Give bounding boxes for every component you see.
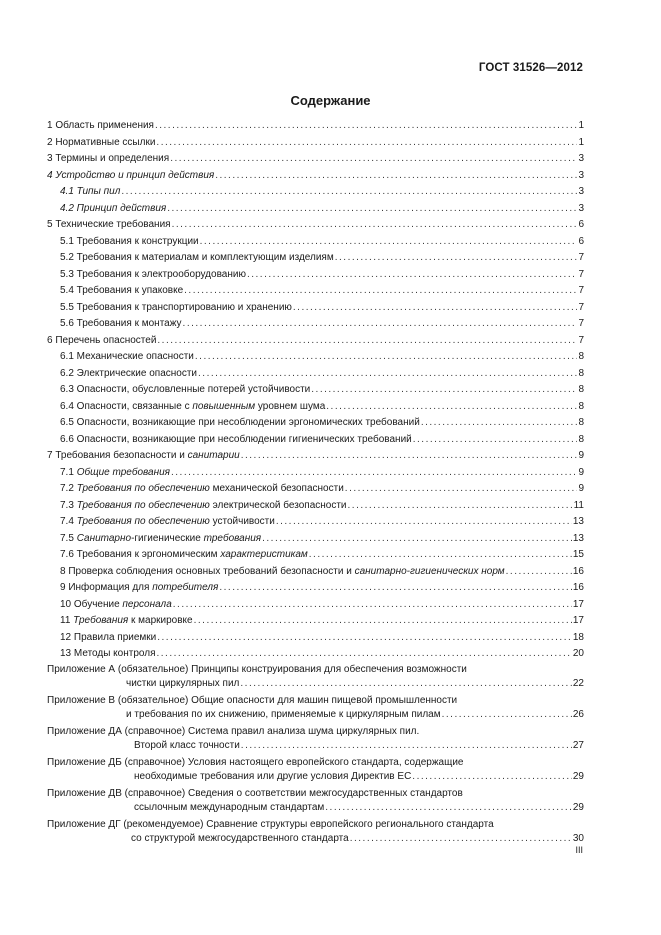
toc-entry-title: 3 Термины и определения xyxy=(47,153,170,164)
toc-entry[interactable] xyxy=(47,481,584,498)
dot-leader xyxy=(335,250,578,267)
dot-leader xyxy=(240,677,571,692)
toc-entry-page: 7 xyxy=(578,334,584,346)
toc-entry[interactable] xyxy=(47,201,584,218)
toc-entry-title: 7.1 Общие требования xyxy=(60,466,170,478)
appendix-title-cont: ссылочным международным стандартам xyxy=(134,802,325,813)
toc-entry-title: 5.2 Требования к материалам и комплектующим изделиям xyxy=(60,252,334,263)
toc-entry[interactable] xyxy=(47,168,584,185)
toc-entry-title: 6.1 Механические опасности xyxy=(60,351,194,362)
toc-entry[interactable] xyxy=(47,465,584,482)
toc-entry-title: 13 Методы контроля xyxy=(60,648,156,659)
toc-entry-title: 12 Правила приемки xyxy=(60,631,157,643)
dot-leader xyxy=(309,547,572,564)
appendix-title: Приложение А (обязательное) Принципы конструирования для обеспечения возможности xyxy=(47,663,467,675)
toc-entry-title: 10 Обучение персонала xyxy=(60,598,172,610)
toc-entry[interactable] xyxy=(47,300,584,317)
toc-entry-page: 11 xyxy=(573,499,584,511)
toc-entry[interactable] xyxy=(47,333,584,350)
document-code: ГОСТ 31526—2012 xyxy=(478,62,583,74)
toc-entry-page: 1 xyxy=(578,120,584,131)
toc-entry-title: 5.3 Требования к электрооборудованию xyxy=(60,268,246,280)
toc-entry-page: 7 xyxy=(578,318,584,329)
toc-entry[interactable] xyxy=(47,349,584,366)
toc-entry-title: 7.3 Требования по обеспечению электрической безопасности xyxy=(60,499,347,511)
toc-entry-title: 7 Требования безопасности и санитарии xyxy=(47,450,240,461)
toc-entry[interactable] xyxy=(47,597,584,614)
toc-entry-title: 6.6 Опасности, возникающие при несоблюдении гигиенических требований xyxy=(60,433,412,445)
toc-entry-title: 5 Технические требования xyxy=(47,219,171,230)
dot-leader xyxy=(293,300,578,317)
toc-appendix[interactable] xyxy=(47,787,584,816)
dot-leader xyxy=(442,708,572,723)
table-of-contents xyxy=(47,118,584,849)
toc-entry-title: 7.2 Требования по обеспечению механической безопасности xyxy=(60,483,344,494)
toc-entry[interactable] xyxy=(47,646,584,663)
toc-entries xyxy=(47,118,584,663)
toc-entry[interactable] xyxy=(47,415,584,432)
toc-entry[interactable] xyxy=(47,234,584,251)
dot-leader xyxy=(311,382,577,399)
dot-leader xyxy=(345,481,578,498)
appendix-page: 29 xyxy=(572,802,584,813)
appendix-title-cont: и требования по их снижению, применяемые к циркулярным пилам xyxy=(126,709,441,720)
toc-entry-page: 13 xyxy=(572,532,584,544)
appendix-page: 30 xyxy=(572,833,584,844)
toc-entry[interactable] xyxy=(47,531,584,548)
dot-leader xyxy=(412,770,572,785)
dot-leader xyxy=(413,432,578,449)
dot-leader xyxy=(194,613,572,630)
dot-leader xyxy=(171,465,577,482)
dot-leader xyxy=(170,151,577,168)
appendix-title-cont: со структурой межгосударственного стандарта xyxy=(131,833,349,844)
toc-entry[interactable] xyxy=(47,432,584,449)
dot-leader xyxy=(157,333,577,350)
toc-entry[interactable] xyxy=(47,630,584,647)
dot-leader xyxy=(215,168,577,185)
toc-entry-page: 8 xyxy=(578,417,584,428)
appendix-title: Приложение В (обязательное) Общие опасности для машин пищевой промышленности xyxy=(47,694,458,706)
dot-leader xyxy=(167,201,577,218)
dot-leader xyxy=(241,448,578,465)
dot-leader xyxy=(184,283,577,300)
toc-entry-title: 11 Требования к маркировке xyxy=(60,615,193,626)
dot-leader xyxy=(247,267,577,284)
toc-entry[interactable] xyxy=(47,283,584,300)
dot-leader xyxy=(195,349,578,366)
dot-leader xyxy=(348,498,573,515)
toc-entry[interactable] xyxy=(47,217,584,234)
toc-entry-page: 9 xyxy=(578,483,584,494)
dot-leader xyxy=(155,118,577,135)
toc-entry[interactable] xyxy=(47,399,584,416)
toc-entry-page: 8 xyxy=(578,351,584,362)
dot-leader xyxy=(121,184,577,201)
appendix-page: 22 xyxy=(572,678,584,689)
toc-entry-page: 8 xyxy=(578,384,584,395)
toc-entry-page: 9 xyxy=(578,466,584,478)
dot-leader xyxy=(219,580,572,597)
toc-appendix[interactable] xyxy=(47,818,584,847)
dot-leader xyxy=(506,564,572,581)
toc-entry-title: 6.4 Опасности, связанные с повышенным уровнем шума xyxy=(60,400,326,412)
dot-leader xyxy=(157,646,572,663)
toc-entry-page: 8 xyxy=(578,400,584,412)
toc-entry-title: 5.5 Требования к транспортированию и хранению xyxy=(60,301,292,313)
dot-leader xyxy=(421,415,578,432)
appendix-page: 29 xyxy=(572,771,584,782)
dot-leader xyxy=(183,316,578,333)
toc-entry-page: 16 xyxy=(572,582,584,593)
toc-entry[interactable] xyxy=(47,184,584,201)
toc-entry[interactable] xyxy=(47,250,584,267)
toc-entry-page: 17 xyxy=(572,615,584,626)
toc-entry-page: 3 xyxy=(578,202,584,214)
toc-entry[interactable] xyxy=(47,514,584,531)
appendix-page: 26 xyxy=(572,709,584,720)
toc-entry-title: 6.2 Электрические опасности xyxy=(60,367,198,379)
appendix-page: 27 xyxy=(572,740,584,751)
toc-entry[interactable] xyxy=(47,564,584,581)
toc-entry-page: 6 xyxy=(578,219,584,230)
toc-entry-page: 3 xyxy=(578,169,584,181)
toc-entry[interactable] xyxy=(47,448,584,465)
toc-entry-title: 7.5 Санитарно-гигиенические требования xyxy=(60,532,262,544)
toc-entry[interactable] xyxy=(47,366,584,383)
toc-entry-title: 6 Перечень опасностей xyxy=(47,334,157,346)
toc-entry-title: 7.6 Требования к эргономическим характеристикам xyxy=(60,549,308,560)
toc-appendices xyxy=(47,663,584,847)
toc-appendix[interactable] xyxy=(47,663,584,692)
toc-entry-page: 8 xyxy=(578,433,584,445)
toc-entry[interactable] xyxy=(47,151,584,168)
toc-entry-page: 15 xyxy=(572,549,584,560)
toc-entry[interactable] xyxy=(47,498,584,515)
page-number: III xyxy=(575,845,583,855)
toc-entry-title: 4.1 Типы пил xyxy=(60,186,121,197)
dot-leader xyxy=(276,514,572,531)
toc-entry-title: 6.3 Опасности, обусловленные потерей устойчивости xyxy=(60,384,311,395)
toc-entry[interactable] xyxy=(47,613,584,630)
toc-entry-title: 7.4 Требования по обеспечению устойчивости xyxy=(60,516,275,527)
toc-appendix[interactable] xyxy=(47,694,584,723)
dot-leader xyxy=(325,801,572,816)
dot-leader xyxy=(350,832,572,847)
toc-entry-page: 16 xyxy=(572,565,584,577)
toc-entry[interactable] xyxy=(47,316,584,333)
toc-entry[interactable] xyxy=(47,547,584,564)
toc-entry[interactable] xyxy=(47,118,584,135)
appendix-title: Приложение ДВ (справочное) Сведения о соответствии межгосударственных стандартов xyxy=(47,787,463,799)
toc-entry-title: 2 Нормативные ссылки xyxy=(47,136,156,148)
toc-entry[interactable] xyxy=(47,267,584,284)
toc-entry-title: 5.6 Требования к монтажу xyxy=(60,318,182,329)
toc-entry-page: 7 xyxy=(578,301,584,313)
dot-leader xyxy=(172,217,578,234)
toc-entry-title: 1 Область применения xyxy=(47,120,154,131)
appendix-title: Приложение ДГ (рекомендуемое) Сравнение структуры европейского регионального стандарта xyxy=(47,818,494,830)
toc-entry-page: 3 xyxy=(578,153,584,164)
toc-entry-title: 6.5 Опасности, возникающие при несоблюдении эргономических требований xyxy=(60,417,420,428)
dot-leader xyxy=(156,135,577,152)
appendix-title: Приложение ДА (справочное) Система правил анализа шума циркулярных пил. xyxy=(47,725,420,737)
toc-entry-page: 7 xyxy=(578,285,584,296)
toc-appendix[interactable] xyxy=(47,756,584,785)
toc-entry-title: 5.1 Требования к конструкции xyxy=(60,235,199,247)
dot-leader xyxy=(326,399,577,416)
dot-leader xyxy=(198,366,577,383)
toc-entry-title: 4.2 Принцип действия xyxy=(60,202,167,214)
toc-entry[interactable] xyxy=(47,382,584,399)
toc-entry-page: 7 xyxy=(578,252,584,263)
appendix-title-cont: необходимые требования или другие условия Директив ЕС xyxy=(134,771,412,782)
toc-entry-page: 20 xyxy=(572,648,584,659)
toc-entry[interactable] xyxy=(47,580,584,597)
toc-entry[interactable] xyxy=(47,135,584,152)
appendix-title-cont: чистки циркулярных пил xyxy=(126,678,240,689)
toc-entry-title: 4 Устройство и принцип действия xyxy=(47,169,215,181)
toc-entry-title: 5.4 Требования к упаковке xyxy=(60,285,184,296)
dot-leader xyxy=(200,234,578,251)
appendix-title-cont: Второй класс точности xyxy=(134,740,240,751)
toc-entry-page: 1 xyxy=(578,136,584,148)
dot-leader xyxy=(262,531,572,548)
toc-entry-page: 7 xyxy=(578,268,584,280)
dot-leader xyxy=(173,597,572,614)
toc-entry-page: 6 xyxy=(578,235,584,247)
toc-entry-page: 3 xyxy=(578,186,584,197)
dot-leader xyxy=(157,630,572,647)
toc-appendix[interactable] xyxy=(47,725,584,754)
dot-leader xyxy=(241,739,572,754)
toc-entry-page: 17 xyxy=(572,598,584,610)
toc-entry-title: 9 Информация для потребителя xyxy=(60,582,219,593)
toc-entry-page: 18 xyxy=(572,631,584,643)
page-title: Содержание xyxy=(290,93,371,108)
toc-entry-page: 13 xyxy=(572,516,584,527)
toc-entry-page: 8 xyxy=(578,367,584,379)
toc-entry-title: 8 Проверка соблюдения основных требований безопасности и санитарно-гигиенических норм xyxy=(60,565,505,577)
toc-entry-page: 9 xyxy=(578,450,584,461)
appendix-title: Приложение ДБ (справочное) Условия настоящего европейского стандарта, содержащие xyxy=(47,756,464,768)
